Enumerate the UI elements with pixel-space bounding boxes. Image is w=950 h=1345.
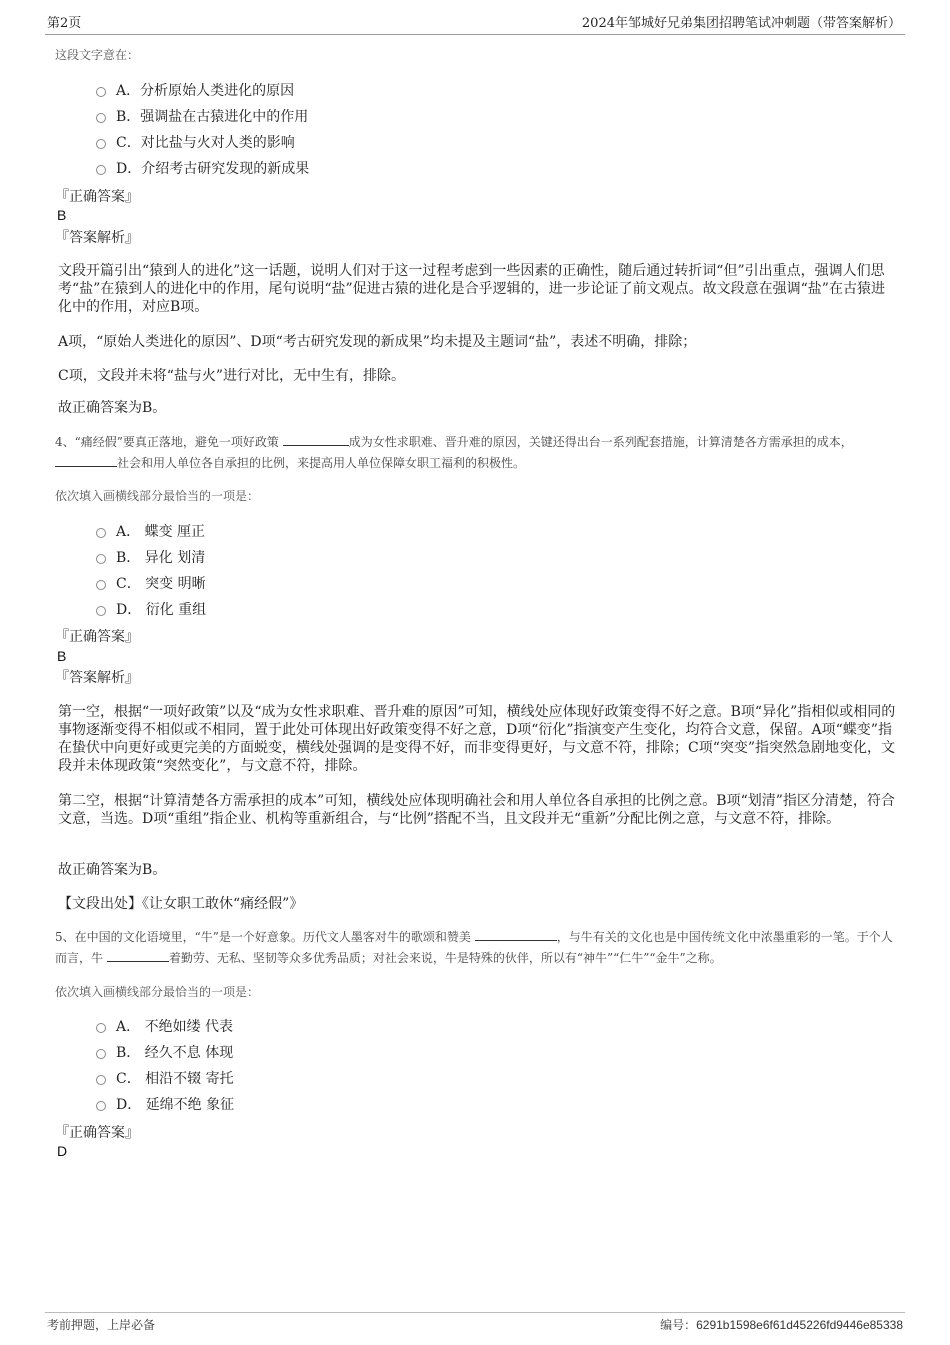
option-letter: A． [116, 524, 141, 540]
option-letter: C． [116, 135, 141, 151]
q5-option-d[interactable] [96, 1096, 234, 1114]
option-text: 相沿不辍 寄托 [145, 1071, 234, 1087]
page-header [45, 14, 905, 35]
q5-answer-label: 『正确答案』 [55, 1125, 139, 1141]
q4-text-part: 4、“痛经假”要真正落地，避免一项好政策 [55, 435, 279, 449]
q3-prompt: 这段文字意在： [55, 48, 140, 62]
radio-icon[interactable] [96, 113, 106, 123]
q3-option-b[interactable] [96, 108, 308, 126]
q5-answer: D [57, 1143, 68, 1159]
q3-option-a[interactable] [96, 82, 294, 100]
q4-answer-label: 『正确答案』 [55, 629, 139, 645]
option-text: 强调盐在古猿进化中的作用 [140, 109, 309, 125]
q3-answer-label: 『正确答案』 [55, 189, 139, 205]
q3-analysis-label: 『答案解析』 [55, 230, 139, 246]
q5-text-part: 着勤劳、无私、坚韧等众多优秀品质；对社会来说，牛是特殊的伙伴，所以有“神牛”“仁牛”“金牛”之称。 [168, 951, 722, 965]
option-text: 介绍考古研究发现的新成果 [141, 161, 310, 177]
q4-option-c[interactable] [96, 575, 206, 593]
code-value: 6291b1598e6f61d45226fd9446e85338 [696, 1318, 903, 1332]
option-text: 对比盐与火对人类的影响 [140, 135, 295, 151]
page-number: 第2页 [47, 16, 82, 31]
option-text: 不绝如缕 代表 [144, 1019, 234, 1035]
q5-prompt: 依次填入画横线部分最恰当的一项是： [55, 985, 260, 999]
option-letter: D． [116, 602, 142, 618]
q4-analysis-label: 『答案解析』 [55, 670, 139, 686]
page-footer [45, 1312, 905, 1335]
q3-option-d[interactable] [96, 160, 309, 178]
q3-analysis-paragraph: 文段开篇引出“猿到人的进化”这一话题，说明人们对于这一过程考虑到一些因素的正确性，随后通过转折词“但”引出重点，强调人们思考“盐”在猿到人的进化中的作用，尾句说明“盐”促进古猿的进化是合乎逻辑的，进一步论证了前文观点。故文段意在强调“盐”在古猿进化中的作用，对应B项。 [58, 263, 885, 315]
option-letter: C． [116, 576, 141, 592]
option-letter: D． [116, 161, 142, 177]
q4-text-part: 社会和用人单位各自承担的比例，来提高用人单位保障女职工福利的积极性。 [117, 456, 526, 470]
document-code [660, 1315, 903, 1335]
fill-blank [55, 454, 117, 467]
option-letter: A． [116, 1019, 141, 1035]
q4-option-d[interactable] [96, 601, 206, 619]
code-label: 编号： [660, 1318, 697, 1332]
radio-icon[interactable] [96, 1049, 106, 1059]
q4-option-b[interactable] [96, 549, 205, 567]
option-letter: B． [116, 109, 141, 125]
q5-question-text [55, 927, 900, 969]
q3-option-c[interactable] [96, 134, 295, 152]
q5-text-part: 5、在中国的文化语境里，“牛”是一个好意象。历代文人墨客对牛的歌颂和赞美 [55, 930, 471, 944]
option-text: 延绵不绝 象征 [145, 1097, 235, 1113]
footer-slogan: 考前押题，上岸必备 [47, 1318, 156, 1332]
radio-icon[interactable] [96, 139, 106, 149]
fill-blank [107, 949, 169, 962]
q3-answer: B [57, 207, 67, 223]
q4-analysis-paragraph: 故正确答案为B。 [58, 862, 167, 878]
q5-option-b[interactable] [96, 1044, 233, 1062]
radio-icon[interactable] [96, 1101, 106, 1111]
radio-icon[interactable] [96, 1075, 106, 1085]
q4-source: 【文段出处】《让女职工敢休“痛经假”》 [58, 896, 304, 912]
document-title: 2024年邹城好兄弟集团招聘笔试冲刺题（带答案解析） [581, 16, 901, 31]
radio-icon[interactable] [96, 528, 106, 538]
option-text: 经久不息 体现 [144, 1045, 234, 1061]
q4-answer: B [57, 648, 67, 664]
fill-blank [475, 928, 557, 941]
q5-option-c[interactable] [96, 1070, 234, 1088]
option-text: 异化 划清 [144, 550, 206, 566]
option-text: 突变 明晰 [145, 576, 206, 592]
fill-blank [283, 433, 349, 446]
radio-icon[interactable] [96, 87, 106, 97]
radio-icon[interactable] [96, 1023, 106, 1033]
option-letter: B． [116, 1045, 141, 1061]
radio-icon[interactable] [96, 554, 106, 564]
q3-analysis-paragraph: 故正确答案为B。 [58, 400, 167, 416]
option-letter: A． [116, 83, 141, 99]
q4-analysis-paragraph: 第一空，根据“一项好政策”以及“成为女性求职难、晋升难的原因”可知，横线处应体现好政策变得不好之意。B项“异化”指相似或相同的事物逐渐变得不相似或不相同，置于此处可体现出好政策变得不好之意，D项“衍化”指演变产生变化，均符合文意，保留。A项“蝶变”指在蛰伏中向更好或更完美的方面蜕变，横线处强调的是变得不好，而非变得更好，与文意不符，排除；C项“突变”指突然急剧地变化，文段并未体现政策“突然变化”，与文意不符，排除。 [58, 704, 896, 774]
q4-question-text [55, 432, 900, 474]
q4-prompt: 依次填入画横线部分最恰当的一项是： [55, 489, 260, 503]
option-text: 分析原始人类进化的原因 [140, 83, 295, 99]
q3-analysis-paragraph: A项，“原始人类进化的原因”、D项“考古研究发现的新成果”均未提及主题词“盐”，表述不明确，排除； [58, 334, 697, 350]
option-letter: B． [116, 550, 141, 566]
radio-icon[interactable] [96, 580, 106, 590]
radio-icon[interactable] [96, 606, 106, 616]
option-letter: D． [116, 1097, 142, 1113]
option-text: 衍化 重组 [145, 602, 207, 618]
q4-option-a[interactable] [96, 523, 205, 541]
q4-analysis-paragraph: 第二空，根据“计算清楚各方需承担的成本”可知，横线处应体现明确社会和用人单位各自承担的比例之意。B项“划清”指区分清楚，符合文意，当选。D项“重组”指企业、机构等重新组合，与“比例”搭配不当，且文段并无“重新”分配比例之意，与文意不符，排除。 [58, 793, 895, 827]
q5-option-a[interactable] [96, 1018, 233, 1036]
radio-icon[interactable] [96, 165, 106, 175]
q3-analysis-paragraph: C项，文段并未将“盐与火”进行对比，无中生有，排除。 [58, 368, 406, 384]
option-text: 蝶变 厘正 [144, 524, 206, 540]
q4-text-part: 成为女性求职难、晋升难的原因，关键还得出台一系列配套措施，计算清楚各方需承担的成本， [348, 435, 853, 449]
option-letter: C． [116, 1071, 141, 1087]
q5-text-part: ，与牛有关的文化也是中国传统文化中浓墨重彩的一笔。于个人而言，牛 [55, 930, 893, 965]
